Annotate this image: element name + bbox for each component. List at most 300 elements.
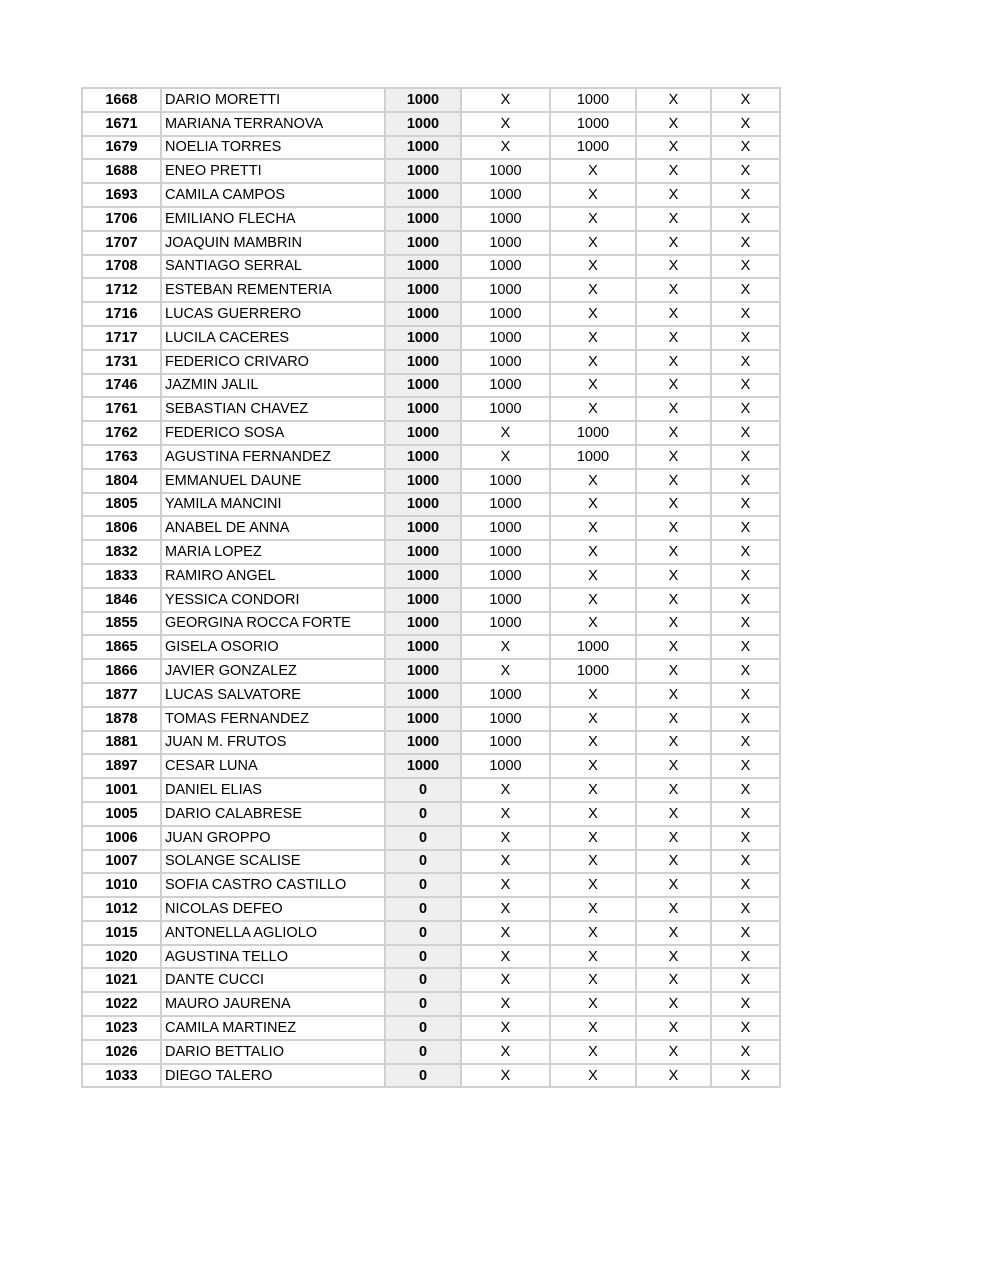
col-d-cell: X	[711, 731, 780, 755]
col-a-cell: X	[461, 968, 550, 992]
col-d-cell: X	[711, 802, 780, 826]
col-b-cell: X	[550, 897, 636, 921]
col-c-cell: X	[636, 588, 711, 612]
col-c-cell: X	[636, 707, 711, 731]
total-cell: 1000	[385, 255, 461, 279]
col-b-cell: X	[550, 231, 636, 255]
col-a-cell: X	[461, 992, 550, 1016]
id-cell: 1855	[82, 612, 161, 636]
col-d-cell: X	[711, 326, 780, 350]
id-cell: 1010	[82, 873, 161, 897]
table-row	[82, 968, 780, 992]
id-cell: 1668	[82, 88, 161, 112]
col-c-cell: X	[636, 921, 711, 945]
col-c-cell: X	[636, 731, 711, 755]
col-c-cell: X	[636, 897, 711, 921]
col-b-cell: X	[550, 612, 636, 636]
col-a-cell: 1000	[461, 588, 550, 612]
col-b-cell: X	[550, 992, 636, 1016]
col-c-cell: X	[636, 112, 711, 136]
total-cell: 1000	[385, 754, 461, 778]
col-c-cell: X	[636, 88, 711, 112]
name-cell: YAMILA MANCINI	[161, 493, 385, 517]
table-row	[82, 302, 780, 326]
col-c-cell: X	[636, 1040, 711, 1064]
total-cell: 1000	[385, 469, 461, 493]
total-cell: 1000	[385, 88, 461, 112]
total-cell: 0	[385, 850, 461, 874]
name-cell: JOAQUIN MAMBRIN	[161, 231, 385, 255]
id-cell: 1712	[82, 278, 161, 302]
col-b-cell: X	[550, 1016, 636, 1040]
col-d-cell: X	[711, 302, 780, 326]
total-cell: 0	[385, 945, 461, 969]
col-a-cell: X	[461, 659, 550, 683]
table-row	[82, 493, 780, 517]
table-row	[82, 326, 780, 350]
col-b-cell: X	[550, 1040, 636, 1064]
id-cell: 1846	[82, 588, 161, 612]
total-cell: 1000	[385, 278, 461, 302]
table-row	[82, 588, 780, 612]
table-row	[82, 802, 780, 826]
col-d-cell: X	[711, 397, 780, 421]
col-d-cell: X	[711, 469, 780, 493]
id-cell: 1746	[82, 374, 161, 398]
name-cell: DARIO BETTALIO	[161, 1040, 385, 1064]
col-a-cell: 1000	[461, 540, 550, 564]
table-row	[82, 540, 780, 564]
table-row	[82, 112, 780, 136]
col-d-cell: X	[711, 778, 780, 802]
col-a-cell: 1000	[461, 754, 550, 778]
col-a-cell: X	[461, 136, 550, 160]
total-cell: 1000	[385, 612, 461, 636]
col-a-cell: 1000	[461, 707, 550, 731]
col-a-cell: 1000	[461, 207, 550, 231]
name-cell: SEBASTIAN CHAVEZ	[161, 397, 385, 421]
col-a-cell: 1000	[461, 731, 550, 755]
col-d-cell: X	[711, 635, 780, 659]
col-b-cell: X	[550, 302, 636, 326]
col-b-cell: X	[550, 469, 636, 493]
id-cell: 1023	[82, 1016, 161, 1040]
col-d-cell: X	[711, 873, 780, 897]
col-a-cell: X	[461, 897, 550, 921]
col-b-cell: X	[550, 326, 636, 350]
name-cell: SOFIA CASTRO CASTILLO	[161, 873, 385, 897]
name-cell: ANABEL DE ANNA	[161, 516, 385, 540]
name-cell: MAURO JAURENA	[161, 992, 385, 1016]
name-cell: MARIANA TERRANOVA	[161, 112, 385, 136]
col-b-cell: X	[550, 350, 636, 374]
name-cell: NICOLAS DEFEO	[161, 897, 385, 921]
col-d-cell: X	[711, 612, 780, 636]
col-b-cell: X	[550, 921, 636, 945]
col-b-cell: X	[550, 1064, 636, 1088]
table-row	[82, 707, 780, 731]
table-row	[82, 992, 780, 1016]
name-cell: MARIA LOPEZ	[161, 540, 385, 564]
table-row	[82, 897, 780, 921]
col-c-cell: X	[636, 374, 711, 398]
id-cell: 1693	[82, 183, 161, 207]
col-b-cell: 1000	[550, 112, 636, 136]
id-cell: 1717	[82, 326, 161, 350]
col-c-cell: X	[636, 683, 711, 707]
col-b-cell: X	[550, 945, 636, 969]
total-cell: 1000	[385, 159, 461, 183]
col-a-cell: X	[461, 873, 550, 897]
id-cell: 1763	[82, 445, 161, 469]
col-d-cell: X	[711, 421, 780, 445]
id-cell: 1877	[82, 683, 161, 707]
col-c-cell: X	[636, 159, 711, 183]
total-cell: 1000	[385, 183, 461, 207]
col-b-cell: 1000	[550, 659, 636, 683]
table-row	[82, 731, 780, 755]
name-cell: YESSICA CONDORI	[161, 588, 385, 612]
col-c-cell: X	[636, 183, 711, 207]
table-row	[82, 136, 780, 160]
col-b-cell: X	[550, 731, 636, 755]
name-cell: NOELIA TORRES	[161, 136, 385, 160]
id-cell: 1833	[82, 564, 161, 588]
col-b-cell: X	[550, 159, 636, 183]
table-row	[82, 374, 780, 398]
name-cell: JUAN M. FRUTOS	[161, 731, 385, 755]
col-c-cell: X	[636, 968, 711, 992]
id-cell: 1033	[82, 1064, 161, 1088]
id-cell: 1671	[82, 112, 161, 136]
col-b-cell: X	[550, 397, 636, 421]
table-row	[82, 659, 780, 683]
total-cell: 1000	[385, 564, 461, 588]
col-b-cell: X	[550, 802, 636, 826]
total-cell: 1000	[385, 421, 461, 445]
col-c-cell: X	[636, 136, 711, 160]
col-d-cell: X	[711, 683, 780, 707]
table-row	[82, 278, 780, 302]
col-d-cell: X	[711, 159, 780, 183]
col-d-cell: X	[711, 540, 780, 564]
id-cell: 1716	[82, 302, 161, 326]
col-b-cell: X	[550, 826, 636, 850]
table-row	[82, 1040, 780, 1064]
id-cell: 1897	[82, 754, 161, 778]
col-b-cell: X	[550, 493, 636, 517]
table-row	[82, 255, 780, 279]
col-d-cell: X	[711, 136, 780, 160]
total-cell: 1000	[385, 540, 461, 564]
col-c-cell: X	[636, 992, 711, 1016]
col-b-cell: X	[550, 374, 636, 398]
total-cell: 1000	[385, 635, 461, 659]
col-d-cell: X	[711, 992, 780, 1016]
id-cell: 1007	[82, 850, 161, 874]
id-cell: 1707	[82, 231, 161, 255]
total-cell: 1000	[385, 302, 461, 326]
id-cell: 1006	[82, 826, 161, 850]
name-cell: DANIEL ELIAS	[161, 778, 385, 802]
col-d-cell: X	[711, 921, 780, 945]
name-cell: TOMAS FERNANDEZ	[161, 707, 385, 731]
total-cell: 0	[385, 802, 461, 826]
table-row	[82, 754, 780, 778]
col-d-cell: X	[711, 374, 780, 398]
col-a-cell: 1000	[461, 469, 550, 493]
col-b-cell: X	[550, 588, 636, 612]
col-c-cell: X	[636, 564, 711, 588]
col-a-cell: X	[461, 1040, 550, 1064]
table-row	[82, 445, 780, 469]
col-d-cell: X	[711, 707, 780, 731]
col-c-cell: X	[636, 469, 711, 493]
table-row	[82, 88, 780, 112]
col-a-cell: 1000	[461, 183, 550, 207]
col-a-cell: X	[461, 850, 550, 874]
col-b-cell: X	[550, 968, 636, 992]
col-d-cell: X	[711, 850, 780, 874]
col-c-cell: X	[636, 493, 711, 517]
col-d-cell: X	[711, 255, 780, 279]
col-d-cell: X	[711, 88, 780, 112]
col-c-cell: X	[636, 850, 711, 874]
name-cell: AGUSTINA TELLO	[161, 945, 385, 969]
col-d-cell: X	[711, 945, 780, 969]
id-cell: 1762	[82, 421, 161, 445]
total-cell: 1000	[385, 493, 461, 517]
name-cell: GEORGINA ROCCA FORTE	[161, 612, 385, 636]
col-b-cell: X	[550, 754, 636, 778]
col-a-cell: X	[461, 112, 550, 136]
name-cell: CAMILA MARTINEZ	[161, 1016, 385, 1040]
name-cell: SANTIAGO SERRAL	[161, 255, 385, 279]
col-b-cell: X	[550, 564, 636, 588]
name-cell: LUCILA CACERES	[161, 326, 385, 350]
name-cell: ANTONELLA AGLIOLO	[161, 921, 385, 945]
total-cell: 1000	[385, 207, 461, 231]
col-b-cell: X	[550, 683, 636, 707]
col-d-cell: X	[711, 588, 780, 612]
col-c-cell: X	[636, 350, 711, 374]
name-cell: SOLANGE SCALISE	[161, 850, 385, 874]
col-a-cell: X	[461, 802, 550, 826]
id-cell: 1005	[82, 802, 161, 826]
col-c-cell: X	[636, 397, 711, 421]
id-cell: 1012	[82, 897, 161, 921]
col-b-cell: X	[550, 255, 636, 279]
id-cell: 1708	[82, 255, 161, 279]
col-a-cell: 1000	[461, 612, 550, 636]
col-a-cell: 1000	[461, 564, 550, 588]
col-a-cell: 1000	[461, 683, 550, 707]
name-cell: DANTE CUCCI	[161, 968, 385, 992]
total-cell: 1000	[385, 683, 461, 707]
table-row	[82, 921, 780, 945]
name-cell: CAMILA CAMPOS	[161, 183, 385, 207]
col-d-cell: X	[711, 493, 780, 517]
col-a-cell: X	[461, 445, 550, 469]
col-d-cell: X	[711, 231, 780, 255]
id-cell: 1881	[82, 731, 161, 755]
table-row	[82, 207, 780, 231]
col-b-cell: X	[550, 778, 636, 802]
total-cell: 1000	[385, 659, 461, 683]
total-cell: 0	[385, 968, 461, 992]
col-a-cell: X	[461, 945, 550, 969]
total-cell: 1000	[385, 588, 461, 612]
col-b-cell: X	[550, 707, 636, 731]
col-c-cell: X	[636, 873, 711, 897]
total-cell: 0	[385, 873, 461, 897]
col-d-cell: X	[711, 968, 780, 992]
name-cell: FEDERICO CRIVARO	[161, 350, 385, 374]
id-cell: 1832	[82, 540, 161, 564]
col-a-cell: X	[461, 826, 550, 850]
id-cell: 1804	[82, 469, 161, 493]
col-d-cell: X	[711, 350, 780, 374]
col-d-cell: X	[711, 207, 780, 231]
name-cell: JAVIER GONZALEZ	[161, 659, 385, 683]
total-cell: 0	[385, 1016, 461, 1040]
col-a-cell: 1000	[461, 516, 550, 540]
name-cell: JAZMIN JALIL	[161, 374, 385, 398]
id-cell: 1021	[82, 968, 161, 992]
col-a-cell: X	[461, 421, 550, 445]
table-row	[82, 159, 780, 183]
col-c-cell: X	[636, 540, 711, 564]
total-cell: 1000	[385, 231, 461, 255]
col-c-cell: X	[636, 612, 711, 636]
id-cell: 1022	[82, 992, 161, 1016]
col-d-cell: X	[711, 897, 780, 921]
col-a-cell: 1000	[461, 231, 550, 255]
table-row	[82, 635, 780, 659]
id-cell: 1706	[82, 207, 161, 231]
col-d-cell: X	[711, 1016, 780, 1040]
name-cell: ESTEBAN REMENTERIA	[161, 278, 385, 302]
id-cell: 1731	[82, 350, 161, 374]
id-cell: 1761	[82, 397, 161, 421]
table-row	[82, 397, 780, 421]
col-c-cell: X	[636, 826, 711, 850]
col-b-cell: 1000	[550, 635, 636, 659]
table-row	[82, 1064, 780, 1088]
total-cell: 1000	[385, 731, 461, 755]
total-cell: 1000	[385, 112, 461, 136]
table-row	[82, 778, 780, 802]
total-cell: 1000	[385, 374, 461, 398]
id-cell: 1026	[82, 1040, 161, 1064]
col-a-cell: 1000	[461, 159, 550, 183]
name-cell: JUAN GROPPO	[161, 826, 385, 850]
table-row	[82, 421, 780, 445]
name-cell: RAMIRO ANGEL	[161, 564, 385, 588]
table-row	[82, 612, 780, 636]
total-cell: 1000	[385, 707, 461, 731]
name-cell: AGUSTINA FERNANDEZ	[161, 445, 385, 469]
col-b-cell: X	[550, 183, 636, 207]
col-a-cell: X	[461, 635, 550, 659]
col-d-cell: X	[711, 1064, 780, 1088]
total-cell: 1000	[385, 516, 461, 540]
name-cell: LUCAS GUERRERO	[161, 302, 385, 326]
col-a-cell: 1000	[461, 278, 550, 302]
name-cell: FEDERICO SOSA	[161, 421, 385, 445]
col-c-cell: X	[636, 326, 711, 350]
col-b-cell: X	[550, 850, 636, 874]
col-d-cell: X	[711, 659, 780, 683]
col-a-cell: 1000	[461, 493, 550, 517]
col-a-cell: 1000	[461, 326, 550, 350]
name-cell: ENEO PRETTI	[161, 159, 385, 183]
total-cell: 0	[385, 1040, 461, 1064]
name-cell: EMMANUEL DAUNE	[161, 469, 385, 493]
table-row	[82, 873, 780, 897]
col-a-cell: X	[461, 1016, 550, 1040]
col-a-cell: 1000	[461, 397, 550, 421]
col-c-cell: X	[636, 231, 711, 255]
total-cell: 0	[385, 897, 461, 921]
total-cell: 0	[385, 992, 461, 1016]
col-a-cell: 1000	[461, 374, 550, 398]
table-row	[82, 945, 780, 969]
total-cell: 0	[385, 1064, 461, 1088]
id-cell: 1878	[82, 707, 161, 731]
id-cell: 1805	[82, 493, 161, 517]
col-d-cell: X	[711, 278, 780, 302]
col-b-cell: 1000	[550, 88, 636, 112]
total-cell: 1000	[385, 350, 461, 374]
table-row	[82, 516, 780, 540]
total-cell: 1000	[385, 326, 461, 350]
col-d-cell: X	[711, 183, 780, 207]
col-b-cell: X	[550, 207, 636, 231]
id-cell: 1866	[82, 659, 161, 683]
col-a-cell: X	[461, 778, 550, 802]
name-cell: EMILIANO FLECHA	[161, 207, 385, 231]
col-a-cell: 1000	[461, 350, 550, 374]
table-row	[82, 183, 780, 207]
col-a-cell: X	[461, 88, 550, 112]
table-row	[82, 350, 780, 374]
table-row	[82, 826, 780, 850]
col-d-cell: X	[711, 564, 780, 588]
col-c-cell: X	[636, 945, 711, 969]
id-cell: 1865	[82, 635, 161, 659]
name-cell: GISELA OSORIO	[161, 635, 385, 659]
total-cell: 0	[385, 826, 461, 850]
col-c-cell: X	[636, 207, 711, 231]
col-b-cell: 1000	[550, 421, 636, 445]
id-cell: 1015	[82, 921, 161, 945]
id-cell: 1020	[82, 945, 161, 969]
col-c-cell: X	[636, 778, 711, 802]
name-cell: LUCAS SALVATORE	[161, 683, 385, 707]
col-c-cell: X	[636, 516, 711, 540]
records-table	[81, 87, 781, 1088]
col-d-cell: X	[711, 112, 780, 136]
name-cell: CESAR LUNA	[161, 754, 385, 778]
col-a-cell: 1000	[461, 255, 550, 279]
table-row	[82, 469, 780, 493]
col-d-cell: X	[711, 826, 780, 850]
total-cell: 1000	[385, 445, 461, 469]
col-c-cell: X	[636, 635, 711, 659]
col-c-cell: X	[636, 754, 711, 778]
col-b-cell: X	[550, 873, 636, 897]
